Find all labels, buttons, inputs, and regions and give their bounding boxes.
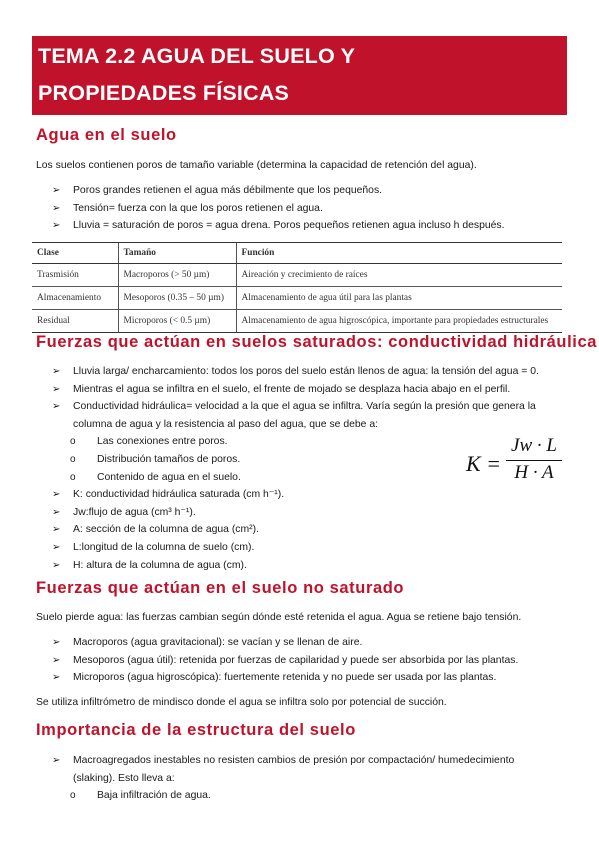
arrow-bullet-icon: ➢ xyxy=(52,654,61,666)
list-item: ➢ H: altura de la columna de agua (cm). xyxy=(52,557,551,575)
arrow-bullet-icon: ➢ xyxy=(52,506,61,518)
table-cell: Trasmisión xyxy=(32,264,118,287)
circle-bullet-icon: o xyxy=(70,790,76,802)
arrow-bullet-icon: ➢ xyxy=(52,755,61,766)
table-row xyxy=(32,287,562,310)
list-item: ➢ Macroporos (agua gravitacional): se vacían y se llenan de aire. xyxy=(52,634,518,652)
list-item: ➢ Jw:flujo de agua (cm³ h⁻¹). xyxy=(52,504,551,522)
arrow-bullet-icon: ➢ xyxy=(52,559,61,571)
list-item: ➢ K: conductividad hidráulica saturada (cm h⁻¹). xyxy=(52,486,551,504)
formula-fraction-bar xyxy=(506,460,562,461)
table-cell: Macroporos (> 50 µm) xyxy=(118,264,236,287)
paragraph-intro: Los suelos contienen poros de tamaño variable (determina la capacidad de retención del agua). xyxy=(36,160,477,171)
arrow-bullet-icon: ➢ xyxy=(52,541,61,553)
circle-bullet-icon: o xyxy=(70,453,76,465)
arrow-bullet-icon: ➢ xyxy=(52,185,61,196)
circle-bullet-icon: o xyxy=(70,436,76,448)
paragraph-no-saturado: Suelo pierde agua: las fuerzas cambian según dónde esté retenida el agua. Agua se retiene bajo tensión. xyxy=(36,612,522,623)
table-cell: Almacenamiento de agua higroscópica, importante para propiedades estructurales xyxy=(236,310,562,333)
list-item: ➢ Tensión= fuerza con la que los poros retienen el agua. xyxy=(52,200,505,218)
arrow-bullet-icon: ➢ xyxy=(52,383,61,395)
sub-list-estructura xyxy=(52,787,551,805)
table-header-cell: Tamaño xyxy=(118,243,236,264)
sub-list-item: o Contenido de agua en el suelo. xyxy=(52,469,551,487)
table-header-cell: Función xyxy=(236,243,562,264)
table-cell: Aireación y crecimiento de raíces xyxy=(236,264,562,287)
heading-suelos-saturados: Fuerzas que actúan en suelos saturados: conductividad hidráulica xyxy=(36,333,598,351)
arrow-bullet-icon: ➢ xyxy=(52,401,61,413)
table-cell: Residual xyxy=(32,310,118,333)
formula-denominator: H · A xyxy=(514,462,554,483)
table-cell: Almacenamiento de agua útil para las plantas xyxy=(236,287,562,310)
table-header-cell: Clase xyxy=(32,243,118,264)
title-line-1: TEMA 2.2 AGUA DEL SUELO Y xyxy=(38,44,356,68)
bullet-list-sec4 xyxy=(52,752,551,805)
heading-estructura: Importancia de la estructura del suelo xyxy=(36,721,356,739)
table-cell: Microporos (< 0.5 µm) xyxy=(118,310,236,333)
table-row xyxy=(32,310,562,333)
arrow-bullet-icon: ➢ xyxy=(52,366,61,377)
list-item: ➢ Lluvia larga/ encharcamiento: todos los poros del suelo están llenos de agua: la tensión del agua = 0. xyxy=(52,363,551,381)
list-item: ➢ Mientras el agua se infiltra en el suelo, el frente de mojado se desplaza hacia abajo en el perfil. xyxy=(52,381,551,399)
formula-numerator: Jw · L xyxy=(511,435,557,456)
arrow-bullet-icon: ➢ xyxy=(52,524,61,536)
table-row xyxy=(32,264,562,287)
pore-class-table xyxy=(32,242,562,333)
list-item: ➢ L:longitud de la columna de suelo (cm). xyxy=(52,539,551,557)
circle-bullet-icon: o xyxy=(70,471,76,483)
sub-list-item: o Baja infiltración de agua. xyxy=(52,787,551,805)
paragraph-infiltrometro: Se utiliza infiltrómetro de mindisco donde el agua se infiltra solo por potencial de succión. xyxy=(36,697,447,708)
bullet-list-sec1 xyxy=(52,182,505,235)
sub-list-item: o Las conexiones entre poros. xyxy=(52,433,551,451)
title-line-2: PROPIEDADES FÍSICAS xyxy=(38,81,290,105)
bullet-list-sec3 xyxy=(52,634,518,687)
heading-agua-en-el-suelo: Agua en el suelo xyxy=(36,126,177,144)
list-item: ➢ Macroagregados inestables no resisten cambios de presión por compactación/ humedecimiento (slaking). Esto lleva a: o Baja infiltración de agua. xyxy=(52,752,551,805)
list-item: ➢ Conductividad hidráulica= velocidad a la que el agua se infiltra. Varía según la presión que genera la columna de agua y la resistencia al paso del agua, que se debe a: o Las conexiones entre poros. o Distribución tamaños de poros. o Contenido de agua en el suelo. xyxy=(52,398,551,486)
sub-list-item: o Distribución tamaños de poros. xyxy=(52,451,551,469)
title-banner xyxy=(32,36,567,115)
arrow-bullet-icon: ➢ xyxy=(52,672,61,684)
arrow-bullet-icon: ➢ xyxy=(52,637,61,648)
list-item: ➢ Mesoporos (agua útil): retenida por fuerzas de capilaridad y puede ser absorbida por las plantas. xyxy=(52,652,518,670)
arrow-bullet-icon: ➢ xyxy=(52,220,61,232)
table-cell: Mesoporos (0.35 – 50 µm) xyxy=(118,287,236,310)
list-item: ➢ A: sección de la columna de agua (cm²). xyxy=(52,521,551,539)
arrow-bullet-icon: ➢ xyxy=(52,489,61,501)
list-item: ➢ Lluvia = saturación de poros = agua drena. Poros pequeños retienen agua incluso h después. xyxy=(52,217,505,235)
table-header-row xyxy=(32,243,562,264)
arrow-bullet-icon: ➢ xyxy=(52,202,61,214)
formula-lhs: K = xyxy=(466,451,502,476)
list-item: ➢ Poros grandes retienen el agua más débilmente que los pequeños. xyxy=(52,182,505,200)
table-cell: Almacenamiento xyxy=(32,287,118,310)
list-item: ➢ Microporos (agua higroscópica): fuertemente retenida y no puede ser usada por las plantas. xyxy=(52,669,518,687)
heading-no-saturado: Fuerzas que actúan en el suelo no saturado xyxy=(36,579,405,597)
